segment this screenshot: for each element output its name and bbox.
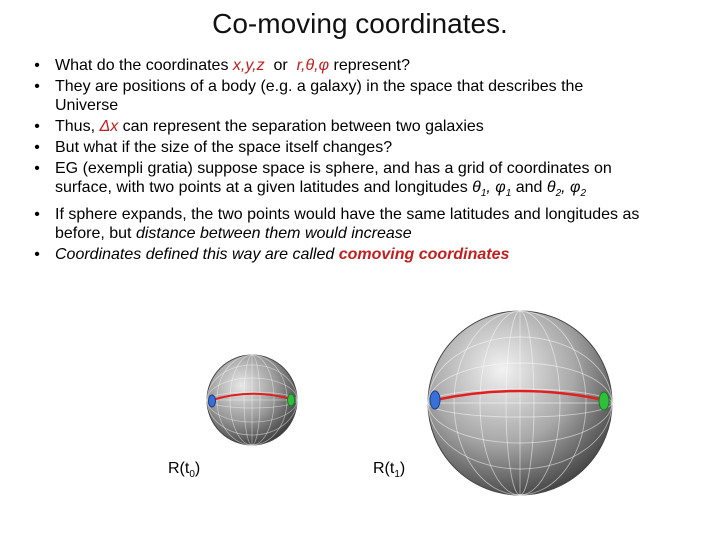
phi-symbol: φ <box>495 179 506 196</box>
label-subscript: 0 <box>189 469 195 481</box>
point-blue-large <box>430 391 440 409</box>
comoving-highlight: comoving coordinates <box>338 246 510 264</box>
label-text: R(t <box>373 460 395 477</box>
bullet-text: If sphere expands, the two points would have the same latitudes and longitudes as before, but <box>55 206 640 243</box>
bullet-text: or <box>264 57 297 74</box>
bullet-text: and <box>511 179 547 196</box>
bullet-dot: • <box>34 57 40 74</box>
bullet-text: EG (exempli gratia) suppose space is sphere, and has a grid of coordinates on surface, with two points at a given latitudes and longitudes <box>55 160 612 196</box>
coords-xyz: x,y,z <box>232 57 265 74</box>
point-blue-small <box>209 395 216 407</box>
theta-2: $\theta_2$, $\varphi_2$ <box>546 179 587 200</box>
label-text: R(t <box>168 460 190 477</box>
delta-x: Δx <box>99 118 119 135</box>
label-r-t1 <box>373 460 405 480</box>
bullet-dot: • <box>34 139 40 156</box>
bullet-text: represent? <box>329 57 410 74</box>
bullet-dot: • <box>34 160 40 177</box>
label-subscript: 1 <box>394 469 400 481</box>
subscript: 2 <box>580 188 587 200</box>
bullet-italic-text: distance between them would increase <box>135 225 412 243</box>
label-text: ) <box>194 460 201 477</box>
bullet-dot: • <box>34 118 40 135</box>
theta-symbol: θ <box>546 179 556 196</box>
bullet-dot: • <box>34 78 40 95</box>
bullet-italic-text: Coordinates defined this way are called <box>55 246 339 264</box>
point-green-large <box>599 392 609 410</box>
bullet-dot: • <box>34 206 40 224</box>
phi-symbol: φ <box>570 179 581 196</box>
theta-symbol: θ <box>472 179 481 196</box>
bullet-dot: • <box>34 246 40 264</box>
subscript: 1 <box>480 188 487 200</box>
slide-title: Co-moving coordinates. <box>212 8 508 39</box>
subscript: 1 <box>505 188 512 200</box>
large-sphere <box>428 311 612 495</box>
subscript: 2 <box>555 188 562 200</box>
coords-r-theta-phi: r,θ,φ <box>296 57 330 74</box>
point-green-small <box>288 394 295 406</box>
bullet-text: But what if the size of the space itself changes? <box>55 139 393 156</box>
label-r-t0 <box>168 460 200 480</box>
bullet-text: can represent the separation between two galaxies <box>118 118 484 135</box>
theta-1: $\theta_1$, $\varphi_1$ <box>472 179 512 200</box>
bullet-text: They are positions of a body (e.g. a galaxy) in the space that describes the Universe <box>55 78 584 114</box>
label-text: ) <box>399 460 406 477</box>
bullet-text: Thus, <box>55 118 100 135</box>
bullet-text: What do the coordinates <box>55 57 233 74</box>
small-sphere <box>207 355 297 445</box>
